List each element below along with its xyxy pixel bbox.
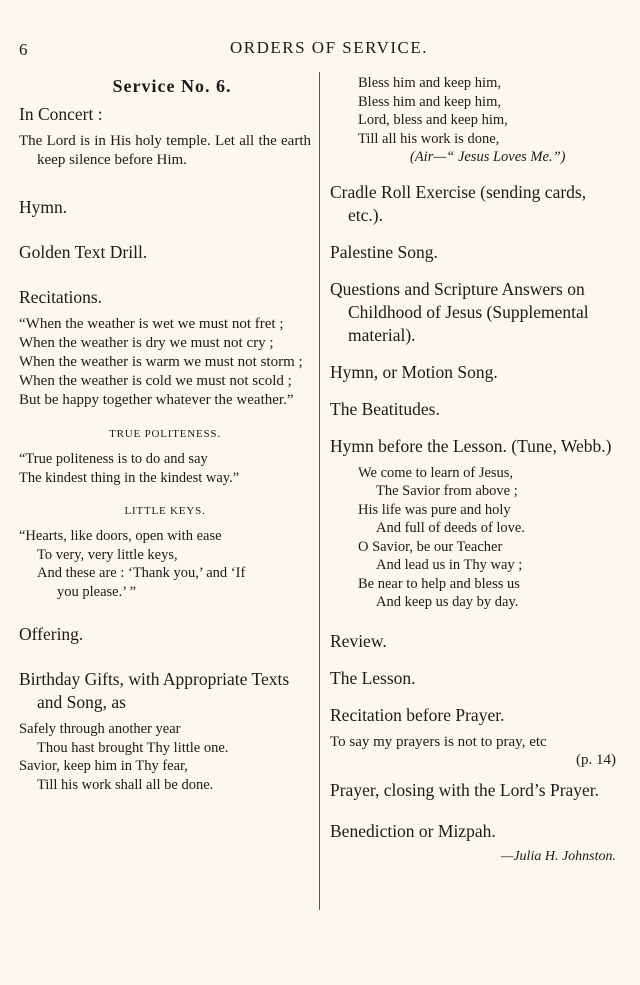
author-credit: —Julia H. Johnston. <box>500 848 616 864</box>
in-concert-text: The Lord is in His holy temple. Let all the earth keep silence before Him. <box>19 133 311 168</box>
benediction-heading: Benediction or Mizpah. <box>330 820 496 841</box>
recitation-prayer-heading: Recitation before Prayer. <box>330 704 505 725</box>
service-title: Service No. 6. <box>112 76 232 96</box>
stanza-line: Be near to help and bless us <box>358 575 520 592</box>
stanza-line: Savior, keep him in Thy fear, <box>19 758 188 774</box>
stanza-line: The kindest thing in the kindest way.” <box>19 469 240 486</box>
politeness-title: TRUE POLITENESS. <box>109 428 221 440</box>
weather-line: But be happy together whatever the weather.” <box>19 392 294 408</box>
weather-line: When the weather is cold we must not scold ; <box>19 373 292 389</box>
hymn-heading: Hymn. <box>19 197 68 217</box>
air-note: (Air—“ Jesus Loves Me.”) <box>410 149 566 165</box>
page-number: 6 <box>19 40 28 59</box>
stanza-line: O Savior, be our Teacher <box>358 538 503 555</box>
keys-stanza <box>19 527 311 601</box>
golden-text-heading: Golden Text Drill. <box>19 242 148 262</box>
beatitudes-heading: The Beatitudes. <box>330 398 440 419</box>
keys-title: LITTLE KEYS. <box>124 505 206 517</box>
recitations-heading: Recitations. <box>19 287 103 307</box>
questions-heading: Questions and Scripture Answers on Childhood of Jesus (Supplemental material). <box>330 278 589 345</box>
stanza-line: Thou hast brought Thy little one. <box>37 739 229 756</box>
weather-line: “When the weather is wet we must not fret ; <box>19 316 284 332</box>
birthday-stanza <box>19 720 311 794</box>
stanza-line: Lord, bless and keep him, <box>358 112 508 128</box>
stanza-line: We come to learn of Jesus, <box>358 464 514 481</box>
left-column <box>19 74 311 794</box>
right-column <box>330 74 622 865</box>
stanza-line: “Hearts, like doors, open with ease <box>19 528 222 544</box>
weather-recitation <box>19 315 311 410</box>
continued-stanza <box>330 74 622 167</box>
stanza-line: And these are : ‘Thank you,’ and ‘If <box>37 565 246 581</box>
lesson-heading: The Lesson. <box>330 667 416 688</box>
stanza-line: “True politeness is to do and say <box>19 451 208 467</box>
prayer-closing-heading: Prayer, closing with the Lord’s Prayer. <box>330 779 600 800</box>
stanza-line: Bless him and keep him, <box>358 75 501 91</box>
hymn-stanza <box>330 464 622 612</box>
prayer-line: To say my prayers is not to pray, etc <box>330 733 547 750</box>
stanza-line: Bless him and keep him, <box>358 93 501 110</box>
review-heading: Review. <box>330 630 387 651</box>
stanza-line: His life was pure and holy <box>358 501 511 518</box>
hymn-motion-heading: Hymn, or Motion Song. <box>330 361 498 382</box>
running-header: ORDERS OF SERVICE. <box>229 38 429 57</box>
palestine-heading: Palestine Song. <box>330 241 438 262</box>
offering-heading: Offering. <box>19 624 84 644</box>
page-reference: (p. 14) <box>576 751 616 768</box>
stanza-line: Till his work shall all be done. <box>37 776 214 793</box>
stanza-line: To very, very little keys, <box>37 546 178 563</box>
in-concert-heading: In Concert : <box>19 104 103 124</box>
politeness-stanza <box>19 450 311 487</box>
birthday-heading: Birthday Gifts, with Appropriate Texts and Song, as <box>19 669 290 712</box>
stanza-line: Till all his work is done, <box>358 130 500 147</box>
stanza-line: Safely through another year <box>19 721 181 737</box>
weather-line: When the weather is dry we must not cry ; <box>19 335 274 351</box>
hymn-before-heading: Hymn before the Lesson. (Tune, Webb.) <box>330 435 612 456</box>
stanza-line: you please.’ ” <box>57 583 137 600</box>
cradle-roll-heading: Cradle Roll Exercise (sending cards, etc.). <box>330 181 587 225</box>
weather-line: When the weather is warm we must not storm ; <box>19 354 303 370</box>
stanza-line: And full of deeds of love. <box>376 520 525 536</box>
stanza-line: The Savior from above ; <box>376 483 518 499</box>
column-divider <box>319 72 320 910</box>
stanza-line: And keep us day by day. <box>376 594 519 610</box>
stanza-line: And lead us in Thy way ; <box>376 557 523 573</box>
